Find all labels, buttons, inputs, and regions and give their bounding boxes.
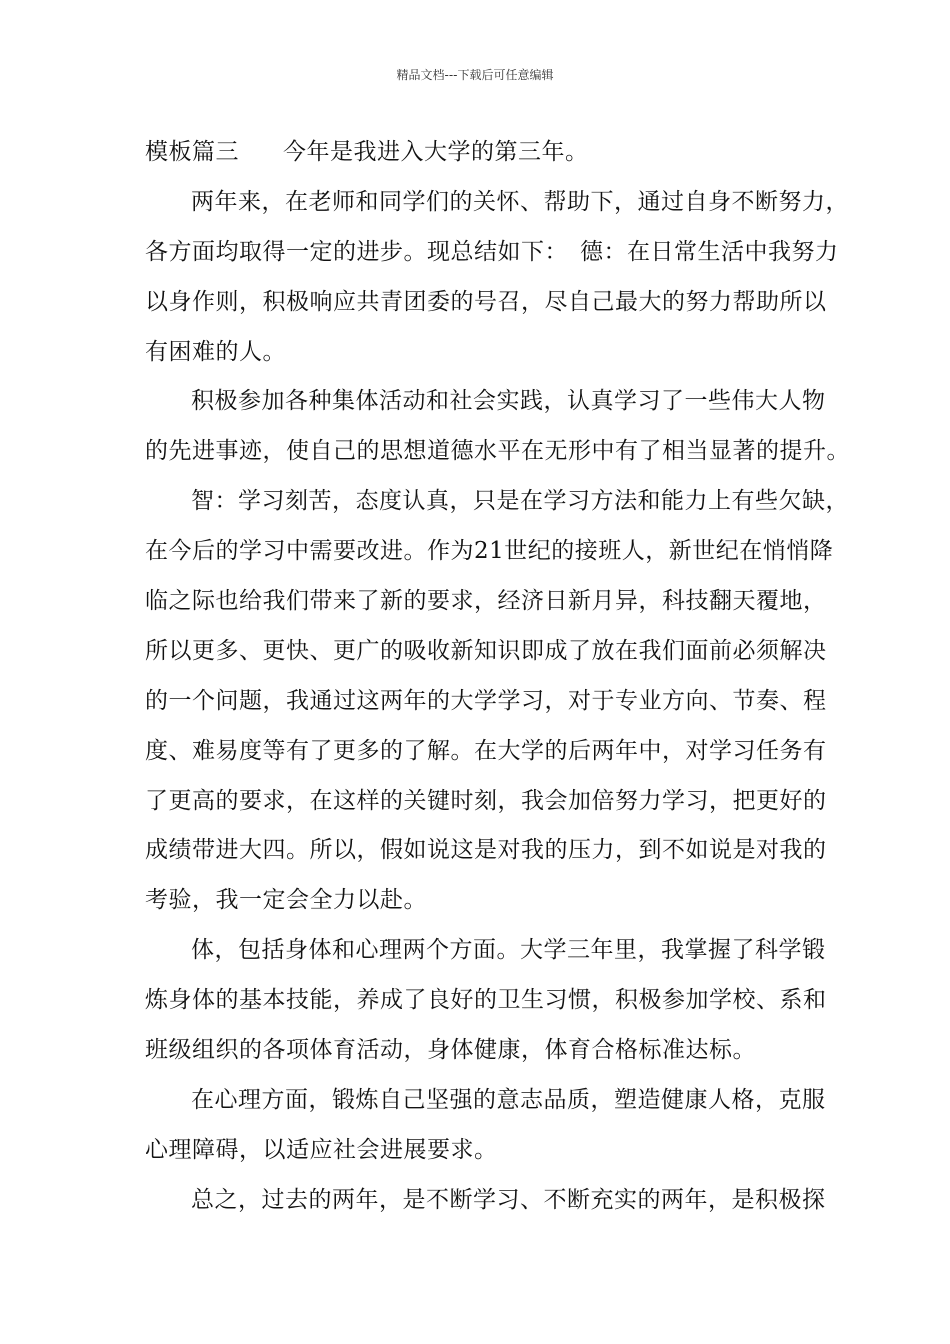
text-line: 在心理方面，锻炼自己坚强的意志品质，塑造健康人格，克服 <box>191 1086 826 1113</box>
page-header: 精品文档---下载后可任意编辑 <box>396 68 554 82</box>
text-line: 积极参加各种集体活动和社会实践，认真学习了一些伟大人物 <box>191 388 826 415</box>
text-line: 总之，过去的两年，是不断学习、不断充实的两年，是积极探 <box>191 1186 826 1213</box>
title-line <box>145 128 835 178</box>
text-line: 在今后的学习中需要改进。作为21世纪的接班人，新世纪在悄悄降 <box>145 538 834 565</box>
text-line: 成绩带进大四。所以，假如说这是对我的压力，到不如说是对我的 <box>145 837 827 864</box>
section-label: 模板篇三 <box>145 139 239 165</box>
title-sentence: 今年是我进入大学的第三年。 <box>283 139 589 165</box>
document-body <box>145 128 850 1226</box>
text-line: 的一个问题，我通过这两年的大学学习，对于专业方向、节奏、程 <box>145 687 827 714</box>
paragraph-lines <box>145 178 850 1226</box>
text-line: 智：学习刻苦，态度认真，只是在学习方法和能力上有些欠缺， <box>191 488 849 515</box>
text-line: 有困难的人。 <box>145 338 286 365</box>
text-line: 炼身体的基本技能，养成了良好的卫生习惯，积极参加学校、系和 <box>145 987 827 1014</box>
text-line: 以身作则，积极响应共青团委的号召，尽自己最大的努力帮助所以 <box>145 288 827 315</box>
text-line: 所以更多、更快、更广的吸收新知识即成了放在我们面前必须解决 <box>145 637 827 664</box>
text-line: 度、难易度等有了更多的了解。在大学的后两年中，对学习任务有 <box>145 737 827 764</box>
text-line: 考验，我一定会全力以赴。 <box>145 887 427 914</box>
text-line: 各方面均取得一定的进步。现总结如下： 德：在日常生活中我努力 <box>145 238 839 265</box>
text-line: 体，包括身体和心理两个方面。大学三年里，我掌握了科学锻 <box>191 937 826 964</box>
text-line: 两年来，在老师和同学们的关怀、帮助下，通过自身不断努力， <box>191 188 849 215</box>
text-line: 的先进事迹，使自己的思想道德水平在无形中有了相当显著的提升。 <box>145 438 850 465</box>
text-line: 了更高的要求，在这样的关键时刻，我会加倍努力学习，把更好的 <box>145 787 827 814</box>
text-line: 班级组织的各项体育活动，身体健康，体育合格标准达标。 <box>145 1037 756 1064</box>
text-line: 临之际也给我们带来了新的要求，经济日新月异，科技翻天覆地， <box>145 588 827 615</box>
text-line: 心理障碍，以适应社会进展要求。 <box>145 1136 498 1163</box>
